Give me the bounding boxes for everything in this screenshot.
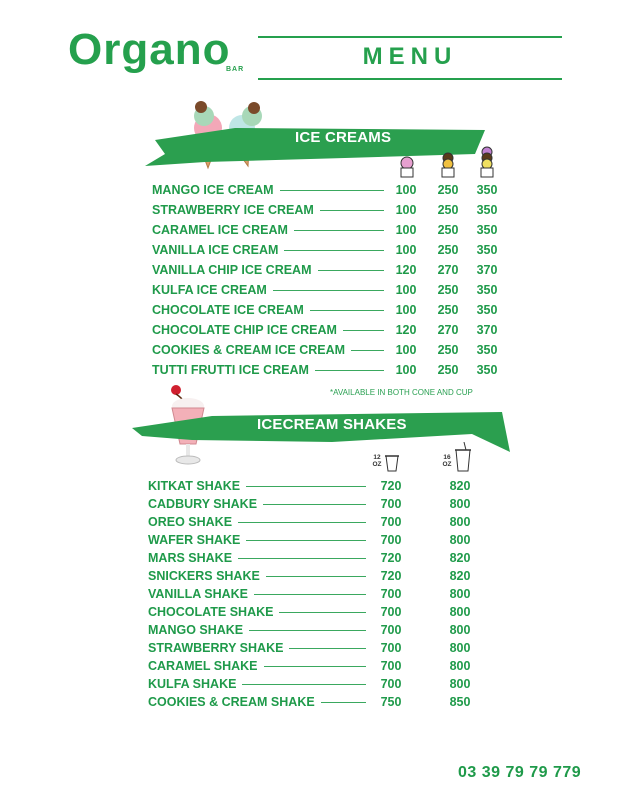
item-price: 250 (437, 203, 459, 217)
item-price: 820 (449, 569, 471, 583)
item-price: 120 (395, 263, 417, 277)
dotted-leader (264, 666, 367, 667)
ice-cream-row (152, 260, 390, 280)
item-name: VANILLA SHAKE (148, 587, 248, 601)
item-price: 800 (449, 605, 471, 619)
cup-12-unit: OZ (372, 461, 382, 468)
item-price: 270 (437, 323, 459, 337)
item-price: 100 (395, 283, 417, 297)
item-price: 350 (476, 343, 498, 357)
dotted-leader (254, 594, 366, 595)
shake-row (148, 692, 372, 712)
item-price: 250 (437, 283, 459, 297)
item-price: 250 (437, 303, 459, 317)
item-price: 370 (476, 263, 498, 277)
item-price: 800 (449, 497, 471, 511)
item-price: 270 (437, 263, 459, 277)
menu-title: MENU (258, 36, 562, 80)
item-name: CADBURY SHAKE (148, 497, 258, 511)
item-price: 700 (380, 515, 402, 529)
single-scoop-icon (398, 156, 416, 178)
dotted-leader (318, 270, 385, 271)
dotted-leader (315, 370, 384, 371)
item-price: 700 (380, 533, 402, 547)
shake-row (148, 620, 372, 640)
dotted-leader (242, 684, 366, 685)
item-price: 800 (449, 641, 471, 655)
item-name: SNICKERS SHAKE (148, 569, 260, 583)
item-price: 350 (476, 223, 498, 237)
cup-16oz-icon (442, 442, 472, 474)
item-price: 350 (476, 183, 498, 197)
shake-row (148, 494, 372, 514)
item-name: KULFA ICE CREAM (152, 283, 267, 297)
item-name: KULFA SHAKE (148, 677, 237, 691)
shake-row (148, 656, 372, 676)
brand-logo (68, 22, 258, 80)
item-name: STRAWBERRY SHAKE (148, 641, 284, 655)
item-price: 820 (449, 479, 471, 493)
ice-cream-row (152, 180, 390, 200)
item-price: 800 (449, 515, 471, 529)
item-price: 800 (449, 677, 471, 691)
item-price: 250 (437, 363, 459, 377)
dotted-leader (238, 522, 366, 523)
dotted-leader (273, 290, 384, 291)
dotted-leader (266, 576, 366, 577)
item-price: 250 (437, 223, 459, 237)
item-name: MANGO ICE CREAM (152, 183, 274, 197)
item-price: 800 (449, 533, 471, 547)
item-name: CHOCOLATE SHAKE (148, 605, 274, 619)
item-price: 100 (395, 223, 417, 237)
dotted-leader (321, 702, 366, 703)
item-price: 700 (380, 641, 402, 655)
item-price: 700 (380, 659, 402, 673)
dotted-leader (249, 630, 366, 631)
item-price: 250 (437, 343, 459, 357)
shake-row (148, 530, 372, 550)
item-name: COOKIES & CREAM SHAKE (148, 695, 315, 709)
shake-row (148, 476, 372, 496)
item-name: TUTTI FRUTTI ICE CREAM (152, 363, 309, 377)
ice-cream-row (152, 360, 390, 380)
item-price: 700 (380, 677, 402, 691)
shake-row (148, 512, 372, 532)
item-price: 820 (449, 551, 471, 565)
triple-scoop-icon (478, 146, 496, 178)
item-price: 720 (380, 479, 402, 493)
cup-16-num: 16 (443, 454, 451, 461)
item-name: CHOCOLATE CHIP ICE CREAM (152, 323, 337, 337)
item-price: 100 (395, 303, 417, 317)
brand-name: Organo (68, 25, 231, 74)
item-name: STRAWBERRY ICE CREAM (152, 203, 314, 217)
phone-number: 03 39 79 79 779 (458, 764, 582, 781)
ice-creams-title: ICE CREAMS (295, 129, 392, 146)
cone-cup-note: *AVAILABLE IN BOTH CONE AND CUP (330, 388, 473, 397)
item-price: 850 (449, 695, 471, 709)
shake-row (148, 566, 372, 586)
item-price: 800 (449, 587, 471, 601)
ice-cream-row (152, 320, 390, 340)
item-name: COOKIES & CREAM ICE CREAM (152, 343, 346, 357)
item-name: WAFER SHAKE (148, 533, 241, 547)
ice-cream-row (152, 340, 390, 360)
item-price: 350 (476, 203, 498, 217)
item-name: CARAMEL ICE CREAM (152, 223, 288, 237)
item-name: VANILLA ICE CREAM (152, 243, 279, 257)
ice-cream-row (152, 280, 390, 300)
dotted-leader (263, 504, 366, 505)
dotted-leader (310, 310, 384, 311)
dotted-leader (289, 648, 366, 649)
item-price: 700 (380, 605, 402, 619)
item-name: CARAMEL SHAKE (148, 659, 258, 673)
item-price: 350 (476, 283, 498, 297)
item-name: MARS SHAKE (148, 551, 233, 565)
double-scoop-icon (439, 152, 457, 178)
cup-16-unit: OZ (442, 461, 452, 468)
shake-row (148, 584, 372, 604)
brand-sub: BAR (226, 66, 245, 73)
item-price: 800 (449, 659, 471, 673)
ice-cream-row (152, 220, 390, 240)
ice-cream-row (152, 300, 390, 320)
shakes-title: ICECREAM SHAKES (257, 416, 407, 433)
item-name: MANGO SHAKE (148, 623, 244, 637)
item-price: 100 (395, 183, 417, 197)
item-name: VANILLA CHIP ICE CREAM (152, 263, 312, 277)
shake-row (148, 548, 372, 568)
item-price: 350 (476, 243, 498, 257)
dotted-leader (343, 330, 384, 331)
dotted-leader (238, 558, 366, 559)
ice-cream-row (152, 240, 390, 260)
item-price: 700 (380, 587, 402, 601)
cup-12-num: 12 (373, 454, 381, 461)
item-name: KITKAT SHAKE (148, 479, 241, 493)
item-price: 100 (395, 363, 417, 377)
item-price: 100 (395, 243, 417, 257)
shake-row (148, 602, 372, 622)
item-price: 720 (380, 569, 402, 583)
dotted-leader (284, 250, 384, 251)
item-price: 100 (395, 203, 417, 217)
item-name: CHOCOLATE ICE CREAM (152, 303, 304, 317)
item-price: 720 (380, 551, 402, 565)
item-price: 250 (437, 243, 459, 257)
item-price: 100 (395, 343, 417, 357)
dotted-leader (294, 230, 384, 231)
shake-row (148, 674, 372, 694)
dotted-leader (351, 350, 384, 351)
dotted-leader (280, 190, 384, 191)
dotted-leader (279, 612, 366, 613)
item-price: 350 (476, 363, 498, 377)
item-price: 370 (476, 323, 498, 337)
cup-12oz-icon (372, 450, 402, 474)
dotted-leader (320, 210, 384, 211)
dotted-leader (246, 540, 366, 541)
item-price: 350 (476, 303, 498, 317)
shake-row (148, 638, 372, 658)
item-price: 750 (380, 695, 402, 709)
dotted-leader (246, 486, 366, 487)
item-price: 120 (395, 323, 417, 337)
ice-cream-row (152, 200, 390, 220)
item-price: 250 (437, 183, 459, 197)
item-price: 700 (380, 497, 402, 511)
item-name: OREO SHAKE (148, 515, 233, 529)
item-price: 700 (380, 623, 402, 637)
item-price: 800 (449, 623, 471, 637)
